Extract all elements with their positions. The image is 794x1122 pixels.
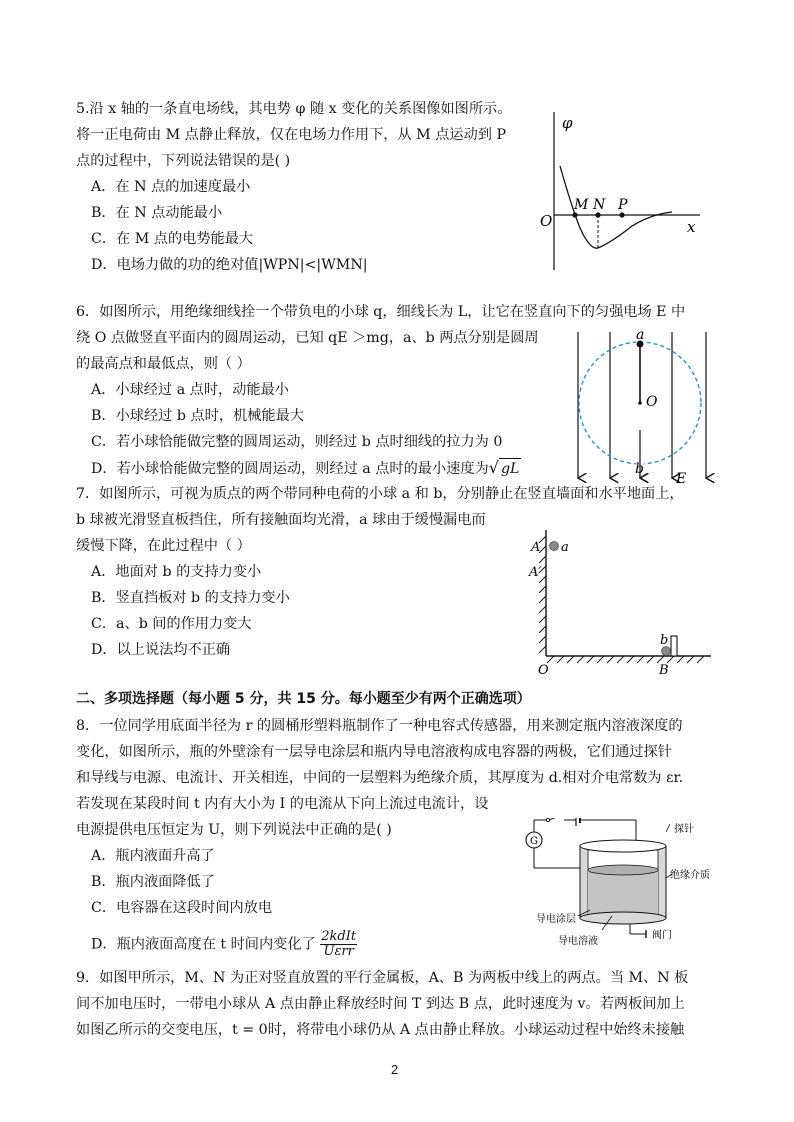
q6-b-label: b	[635, 461, 644, 477]
q5-option-a: A．在 N 点的加速度最小	[91, 179, 251, 195]
q6-sqrt-gl: gL	[499, 458, 522, 479]
q8-fraction-numerator: 2kdIt	[321, 929, 357, 944]
q5-line2: 将一正电荷由 M 点静止释放，仅在电场力作用下，从 M 点运动到 P	[76, 127, 507, 143]
q6-e-label: E	[676, 471, 687, 485]
q5-option-b: B．在 N 点动能最小	[91, 205, 223, 221]
q5-n-label: N	[593, 197, 606, 213]
q5-m-label: M	[574, 197, 589, 213]
q5-origin-label: O	[540, 212, 553, 230]
q8-solution-label: 导电溶液	[558, 936, 598, 947]
q6-option-d: D．若小球恰能做完整的圆周运动，则经过 a 点时的最小速度为√ gL	[91, 458, 520, 477]
q7-line3: 缓慢下降，在此过程中（ ）	[76, 538, 251, 554]
q5-phi-label: φ	[562, 114, 573, 132]
q5-option-c: C．在 M 点的电势能最大	[91, 231, 254, 247]
q7-B-label: B	[659, 663, 669, 678]
q7-option-d: D．以上说法均不正确	[91, 642, 231, 658]
q8-capacitive-sensor-figure	[520, 818, 720, 948]
page-number: 2	[391, 1062, 399, 1077]
q7-a-ball-label: a	[561, 540, 569, 555]
q8-line5: 电源提供电压恒定为 U，则下列说法中正确的是( )	[76, 822, 392, 838]
q6-option-a: A．小球经过 a 点时，动能最小	[91, 382, 289, 398]
q9-line2: 间不加电压时，一带电小球从 A 点由静止释放经时间 T 到达 B 点，此时速度为 v。若两板间加上	[76, 996, 685, 1012]
q8-option-d-text: D．瓶内液面高度在 t 时间内变化了	[91, 936, 316, 953]
q5-potential-graph	[532, 108, 712, 276]
q7-b-ball-label: b	[660, 633, 669, 648]
q6-o-label: O	[646, 394, 658, 410]
q7-Aprime-label: A′	[529, 565, 542, 580]
q8-line2: 变化，如图所示，瓶的外壁涂有一层导电涂层和瓶内导电溶液构成电容器的两极，它们通过探针	[76, 744, 672, 760]
q8-probe-label: 探针	[674, 824, 694, 835]
q8-line3: 和导线与电源、电流计、开关相连，中间的一层塑料为绝缘介质，其厚度为 d.相对介电常数为 εr.	[76, 770, 684, 786]
q7-option-b: B．竖直挡板对 b 的支持力变小	[91, 590, 290, 606]
q8-galvanometer-label: G	[530, 836, 538, 847]
q8-fraction-denominator: Uεrr	[323, 944, 354, 959]
q8-option-c: C．电容器在这段时间内放电	[91, 900, 273, 916]
q6-line1: 6．如图所示，用绝缘细线拴一个带负电的小球 q，细线长为 L，让它在竖直向下的匀强电场 E 中	[76, 304, 686, 320]
q9-line3: 如图乙所示的交变电压，t = 0时，将带电小球仍从 A 点由静止释放。小球运动过程中始终未接触	[76, 1022, 685, 1038]
q7-option-a: A．地面对 b 的支持力变小	[91, 564, 262, 580]
q7-option-c: C．a、b 间的作用力变大	[91, 616, 252, 632]
q7-wall-floor-figure	[526, 526, 716, 678]
q5-p-label: P	[618, 197, 628, 213]
q8-option-d	[91, 930, 357, 959]
q8-line4: 若发现在某段时间 t 内有大小为 I 的电流从下向上流过电流计，设	[76, 796, 489, 812]
q8-fraction	[320, 930, 357, 959]
q9-line1: 9．如图甲所示，M、N 为正对竖直放置的平行金属板，A、B 为两板中线上的两点。当 M、N 板	[76, 970, 689, 986]
q5-line1: 5.沿 x 轴的一条直电场线，其电势 φ 随 x 变化的关系图像如图所示。	[76, 101, 512, 117]
q5-line3: 点的过程中，下列说法错误的是( )	[76, 153, 291, 169]
q8-insulator-label: 绝缘介质	[670, 870, 710, 881]
q6-line2: 绕 O 点做竖直平面内的圆周运动，已知 qE ＞mg，a、b 两点分别是圆周	[76, 330, 539, 346]
q6-circle-field-figure	[566, 330, 716, 485]
q6-option-c: C．若小球恰能做完整的圆周运动，则经过 b 点时细线的拉力为 0	[91, 434, 503, 450]
q7-line2: b 球被光滑竖直板挡住，所有接触面均光滑，a 球由于缓慢漏电而	[76, 512, 486, 528]
q8-valve-label: 阀门	[652, 930, 672, 941]
q8-coating-label: 导电涂层	[536, 914, 576, 925]
q6-option-b: B．小球经过 b 点时，机械能最大	[91, 408, 304, 424]
q6-a-label: a	[636, 330, 645, 343]
q7-line1: 7．如图所示，可视为质点的两个带同种电荷的小球 a 和 b，分别静止在竖直墙面和水平地面上，	[76, 486, 684, 502]
q8-option-b: B．瓶内液面降低了	[91, 874, 215, 890]
q5-option-d: D．电场力做的功的绝对值|WPN|<|WMN|	[91, 257, 368, 273]
section-multiple-choice-heading: 二、多项选择题（每小题 5 分，共 15 分。每小题至少有两个正确选项）	[76, 691, 531, 707]
q8-option-a: A．瓶内液面升高了	[91, 848, 215, 864]
q8-line1: 8．一位同学用底面半径为 r 的圆桶形塑料瓶制作了一种电容式传感器，用来测定瓶内溶液深度的	[76, 718, 683, 734]
q6-option-d-text: D．若小球恰能做完整的圆周运动，则经过 a 点时的最小速度为	[91, 461, 489, 477]
q7-O-label: O	[538, 663, 549, 678]
q6-line3: 的最高点和最低点，则（ ）	[76, 356, 251, 372]
q5-x-label: x	[687, 218, 696, 236]
q7-A-label: A	[531, 540, 541, 555]
